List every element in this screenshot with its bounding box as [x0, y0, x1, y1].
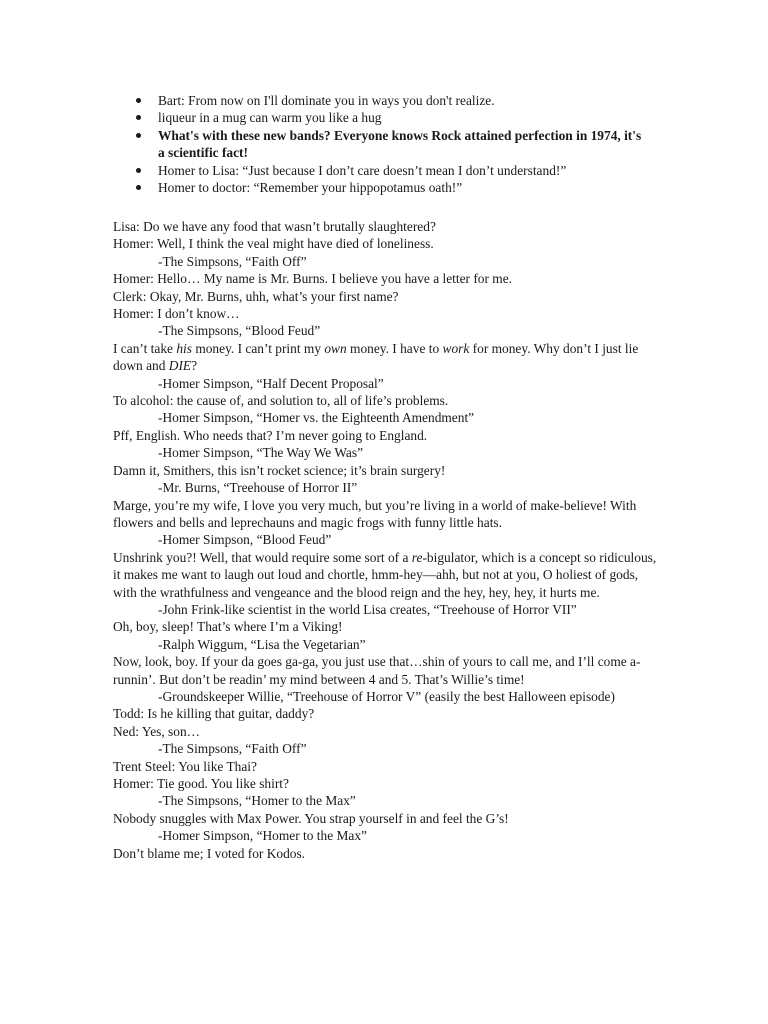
quote-emphasis: re: [411, 549, 423, 565]
quote-line: Nobody snuggles with Max Power. You strap yourself in and feel the G’s!: [113, 810, 509, 826]
bullet-list: [130, 92, 650, 196]
quote-line: [113, 549, 658, 601]
quote-line: Trent Steel: You like Thai?: [113, 758, 257, 774]
quote-text: for money. Why don’t I just lie down and: [113, 340, 639, 374]
bullet-text: Homer to Lisa: “Just because I don’t care doesn’t mean I don’t understand!”: [158, 162, 567, 178]
quote-text: money. I have to: [346, 340, 443, 356]
quote-attribution: -Homer Simpson, “The Way We Was”: [158, 445, 364, 461]
quote-text: -bigulator, which is a concept so ridiculous, it makes me want to laugh out loud and chortle, hmm-hey—ahh, but not at you, O holiest of gods, with the wrathfulness and vengeance and the blood reign and the hey, hey, hey, it hurts me.: [113, 549, 657, 600]
quote-line: Homer: Hello… My name is Mr. Burns. I believe you have a letter for me.: [113, 271, 513, 287]
quote-emphasis: own: [324, 340, 347, 356]
quote-line: Pff, English. Who needs that? I’m never going to England.: [113, 427, 428, 443]
quote-line: Now, look, boy. If your da goes ga-ga, you just use that…shin of yours to call me, and I’ll come a-runnin’. But don’t be readin’ my mind between 4 and 5. That’s Willie’s time!: [113, 654, 641, 687]
quote-line: Damn it, Smithers, this isn’t rocket science; it’s brain surgery!: [113, 462, 446, 478]
quote-emphasis: DIE: [168, 358, 192, 374]
bullet-item: [130, 127, 650, 162]
quote-line: Don’t blame me; I voted for Kodos.: [113, 845, 306, 861]
quote-emphasis: work: [442, 340, 470, 356]
bullet-text: liqueur in a mug can warm you like a hug: [158, 110, 382, 126]
quote-text: ?: [191, 358, 198, 374]
quote-attribution: -The Simpsons, “Blood Feud”: [158, 323, 321, 339]
quote-text: money. I can’t print my: [191, 340, 325, 356]
bullet-dot-icon: [136, 133, 141, 138]
bullet-text: What's with these new bands? Everyone knows Rock attained perfection in 1974, it's a scientific fact!: [158, 127, 642, 161]
quote-line: Homer: Well, I think the veal might have died of loneliness.: [113, 236, 434, 252]
quote-attribution: -The Simpsons, “Faith Off”: [158, 741, 307, 757]
quote-attribution: -The Simpsons, “Faith Off”: [158, 253, 307, 269]
quote-attribution: -Homer Simpson, “Homer to the Max”: [158, 828, 367, 844]
bullet-text: Bart: From now on I'll dominate you in ways you don't realize.: [158, 93, 495, 108]
quote-line: To alcohol: the cause of, and solution to, all of life’s problems.: [113, 393, 449, 409]
bullet-item: [130, 92, 650, 109]
quote-line: Homer: I don’t know…: [113, 306, 240, 322]
quote-text: Unshrink you?! Well, that would require some sort of a: [113, 549, 412, 565]
quote-emphasis: his: [176, 340, 192, 356]
quote-line: Marge, you’re my wife, I love you very much, but you’re living in a world of make-believe! With flowers and bells and leprechauns and magic frogs with funny little hats.: [113, 497, 637, 530]
quote-attribution: -Homer Simpson, “Blood Feud”: [158, 532, 332, 548]
quote-attribution: -Groundskeeper Willie, “Treehouse of Horror V” (easily the best Halloween episode): [158, 688, 615, 704]
quote-attribution: -Homer Simpson, “Homer vs. the Eighteenth Amendment”: [158, 410, 475, 426]
quote-attribution: -Ralph Wiggum, “Lisa the Vegetarian”: [158, 636, 366, 652]
quote-attribution: -Mr. Burns, “Treehouse of Horror II”: [158, 480, 358, 496]
quote-line: Todd: Is he killing that guitar, daddy?: [113, 706, 315, 722]
quote-attribution: -Homer Simpson, “Half Decent Proposal”: [158, 375, 384, 391]
bullet-dot-icon: [136, 115, 141, 120]
quote-line: Ned: Yes, son…: [113, 723, 201, 739]
bullet-item: [130, 109, 650, 126]
bullet-text: Homer to doctor: “Remember your hippopotamus oath!”: [158, 180, 463, 196]
quote-attribution: -John Frink-like scientist in the world Lisa creates, “Treehouse of Horror VII”: [158, 601, 577, 617]
bullet-item: [130, 179, 650, 196]
quotes-body: [113, 218, 658, 862]
bullet-dot-icon: [136, 185, 141, 190]
quote-line: [113, 340, 658, 375]
bullet-dot-icon: [136, 168, 141, 173]
bullet-item: [130, 162, 650, 179]
quote-line: Homer: Tie good. You like shirt?: [113, 776, 289, 791]
quote-text: I can’t take: [113, 340, 177, 356]
bullet-dot-icon: [136, 98, 141, 103]
quote-line: Lisa: Do we have any food that wasn’t brutally slaughtered?: [113, 219, 436, 234]
quote-line: Clerk: Okay, Mr. Burns, uhh, what’s your first name?: [113, 288, 399, 304]
quote-attribution: -The Simpsons, “Homer to the Max”: [158, 793, 356, 809]
quote-line: Oh, boy, sleep! That’s where I’m a Viking!: [113, 619, 343, 635]
